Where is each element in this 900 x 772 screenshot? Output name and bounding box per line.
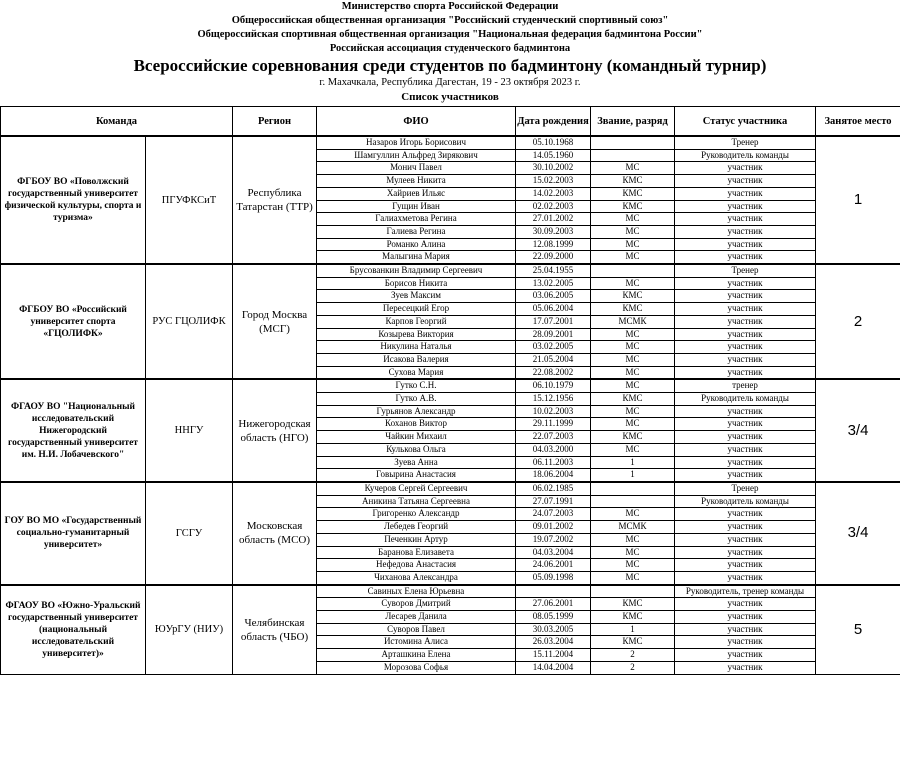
team-name-cell: ФГБОУ ВО «Российский университет спорта «ГЦОЛИФК» <box>1 264 146 379</box>
birth-date-cell: 27.06.2001 <box>516 598 591 611</box>
rank-cell: МС <box>591 341 675 354</box>
status-cell: Руководитель команды <box>675 149 816 162</box>
place-cell: 3/4 <box>816 482 900 585</box>
rank-cell: МС <box>591 546 675 559</box>
status-cell: Руководитель команды <box>675 393 816 406</box>
status-cell: участник <box>675 623 816 636</box>
birth-date-cell: 30.09.2003 <box>516 225 591 238</box>
birth-date-cell: 15.12.1956 <box>516 393 591 406</box>
participant-name-cell: Исакова Валерия <box>317 353 516 366</box>
birth-date-cell: 30.10.2002 <box>516 162 591 175</box>
rank-cell: 1 <box>591 456 675 469</box>
participant-name-cell: Коханов Виктор <box>317 418 516 431</box>
status-cell: участник <box>675 366 816 379</box>
column-header-team: Команда <box>1 107 233 137</box>
place-cell: 5 <box>816 585 900 674</box>
column-header-fio: ФИО <box>317 107 516 137</box>
team-group <box>1 482 900 585</box>
participant-name-cell: Козырева Виктория <box>317 328 516 341</box>
list-title: Список участников <box>401 91 499 103</box>
participant-name-cell: Монич Павел <box>317 162 516 175</box>
status-cell: участник <box>675 175 816 188</box>
status-cell: участник <box>675 162 816 175</box>
participant-name-cell: Пересецкий Егор <box>317 303 516 316</box>
rank-cell: МС <box>591 533 675 546</box>
region-cell: Нижегородская область (НГО) <box>233 379 317 482</box>
team-name-cell: ФГБОУ ВО «Поволжский государственный университет физической культуры, спорта и туризма» <box>1 136 146 264</box>
participant-name-cell: Чиханова Александра <box>317 571 516 584</box>
participant-name-cell: Зуева Анна <box>317 456 516 469</box>
birth-date-cell: 02.02.2003 <box>516 200 591 213</box>
team-name-cell: ФГАОУ ВО "Национальный исследовательский Нижегородский государственный университет им. Н.И. Лобачевского" <box>1 379 146 482</box>
participant-name-cell: Кучеров Сергей Сергеевич <box>317 482 516 495</box>
team-group <box>1 379 900 482</box>
rank-cell: МС <box>591 559 675 572</box>
participant-name-cell: Гутко С.Н. <box>317 379 516 392</box>
participant-name-cell: Гурьянов Александр <box>317 405 516 418</box>
status-cell: участник <box>675 598 816 611</box>
place-cell: 3/4 <box>816 379 900 482</box>
team-abbreviation-cell: ПГУФКСиТ <box>146 136 233 264</box>
birth-date-cell: 05.10.1968 <box>516 136 591 149</box>
birth-date-cell: 05.06.2004 <box>516 303 591 316</box>
status-cell: участник <box>675 469 816 482</box>
birth-date-cell: 22.07.2003 <box>516 431 591 444</box>
birth-date-cell: 03.02.2005 <box>516 341 591 354</box>
birth-date-cell: 22.08.2002 <box>516 366 591 379</box>
participant-name-cell: Морозова Софья <box>317 661 516 674</box>
rank-cell <box>591 149 675 162</box>
team-group <box>1 264 900 379</box>
birth-date-cell: 29.11.1999 <box>516 418 591 431</box>
table-row <box>1 379 900 392</box>
column-header-place: Занятое место <box>816 107 900 137</box>
status-cell: участник <box>675 225 816 238</box>
participant-name-cell: Зуев Максим <box>317 290 516 303</box>
team-group <box>1 585 900 674</box>
table-row <box>1 585 900 598</box>
participant-name-cell: Шамгуллин Альфред Зирякович <box>317 149 516 162</box>
birth-date-cell: 15.02.2003 <box>516 175 591 188</box>
participant-name-cell: Гущин Иван <box>317 200 516 213</box>
participant-name-cell: Борисов Никита <box>317 277 516 290</box>
participant-name-cell: Суворов Дмитрий <box>317 598 516 611</box>
team-abbreviation-cell: ННГУ <box>146 379 233 482</box>
birth-date-cell: 14.05.1960 <box>516 149 591 162</box>
birth-date-cell <box>516 585 591 598</box>
rank-cell: КМС <box>591 598 675 611</box>
birth-date-cell: 06.10.1979 <box>516 379 591 392</box>
status-cell: участник <box>675 200 816 213</box>
column-header-status: Статус участника <box>675 107 816 137</box>
rank-cell: МС <box>591 277 675 290</box>
birth-date-cell: 14.04.2004 <box>516 661 591 674</box>
place-and-date: г. Махачкала, Республика Дагестан, 19 - 23 октября 2023 г. <box>319 77 581 88</box>
participant-name-cell: Карпов Георгий <box>317 315 516 328</box>
status-cell: Тренер <box>675 482 816 495</box>
participant-name-cell: Кулькова Ольга <box>317 443 516 456</box>
team-group <box>1 136 900 264</box>
team-abbreviation-cell: ЮУрГУ (НИУ) <box>146 585 233 674</box>
participant-name-cell: Никулина Наталья <box>317 341 516 354</box>
birth-date-cell: 24.07.2003 <box>516 508 591 521</box>
status-cell: участник <box>675 611 816 624</box>
participant-name-cell: Лебедев Георгий <box>317 521 516 534</box>
participant-name-cell: Савиных Елена Юрьевна <box>317 585 516 598</box>
status-cell: тренер <box>675 379 816 392</box>
participant-name-cell: Суворов Павел <box>317 623 516 636</box>
birth-date-cell: 03.06.2005 <box>516 290 591 303</box>
birth-date-cell: 06.11.2003 <box>516 456 591 469</box>
team-abbreviation-cell: ГСГУ <box>146 482 233 585</box>
participant-name-cell: Григоренко Александр <box>317 508 516 521</box>
participant-name-cell: Брусованкин Владимир Сергеевич <box>317 264 516 277</box>
table-row <box>1 264 900 277</box>
region-cell: Город Москва (МСГ) <box>233 264 317 379</box>
status-cell: участник <box>675 405 816 418</box>
participants-table <box>0 106 900 675</box>
birth-date-cell: 22.09.2000 <box>516 251 591 264</box>
participant-name-cell: Баранова Елизавета <box>317 546 516 559</box>
status-cell: участник <box>675 431 816 444</box>
status-cell: участник <box>675 649 816 662</box>
status-cell: Тренер <box>675 264 816 277</box>
status-cell: участник <box>675 661 816 674</box>
participant-name-cell: Романко Алина <box>317 238 516 251</box>
rank-cell: КМС <box>591 175 675 188</box>
rank-cell: МС <box>591 162 675 175</box>
table-row <box>1 482 900 495</box>
status-cell: участник <box>675 456 816 469</box>
rank-cell: 2 <box>591 649 675 662</box>
birth-date-cell: 12.08.1999 <box>516 238 591 251</box>
status-cell: участник <box>675 238 816 251</box>
status-cell: участник <box>675 546 816 559</box>
status-cell: Тренер <box>675 136 816 149</box>
participant-name-cell: Гутко А.В. <box>317 393 516 406</box>
rank-cell: МС <box>591 418 675 431</box>
document-header <box>0 0 900 106</box>
birth-date-cell: 27.01.2002 <box>516 213 591 226</box>
rank-cell: МС <box>591 379 675 392</box>
document-title: Всероссийские соревнования среди студентов по бадминтону (командный турнир) <box>133 56 767 75</box>
birth-date-cell: 21.05.2004 <box>516 353 591 366</box>
rank-cell: КМС <box>591 290 675 303</box>
birth-date-cell: 25.04.1955 <box>516 264 591 277</box>
status-cell: участник <box>675 213 816 226</box>
birth-date-cell: 10.02.2003 <box>516 405 591 418</box>
rank-cell: МС <box>591 213 675 226</box>
team-name-cell: ФГАОУ ВО «Южно-Уральский государственный университет (национальный исследовательский университет)» <box>1 585 146 674</box>
status-cell: Руководитель, тренер команды <box>675 585 816 598</box>
birth-date-cell: 05.09.1998 <box>516 571 591 584</box>
status-cell: участник <box>675 571 816 584</box>
team-name-cell: ГОУ ВО МО «Государственный социально-гуманитарный университет» <box>1 482 146 585</box>
status-cell: участник <box>675 508 816 521</box>
rank-cell: КМС <box>591 187 675 200</box>
birth-date-cell: 17.07.2001 <box>516 315 591 328</box>
participant-name-cell: Аникина Татьяна Сергеевна <box>317 495 516 508</box>
participant-name-cell: Нефедова Анастасия <box>317 559 516 572</box>
birth-date-cell: 15.11.2004 <box>516 649 591 662</box>
rank-cell: КМС <box>591 393 675 406</box>
rank-cell: 2 <box>591 661 675 674</box>
rank-cell <box>591 136 675 149</box>
birth-date-cell: 26.03.2004 <box>516 636 591 649</box>
birth-date-cell: 28.09.2001 <box>516 328 591 341</box>
status-cell: участник <box>675 521 816 534</box>
place-cell: 2 <box>816 264 900 379</box>
birth-date-cell: 24.06.2001 <box>516 559 591 572</box>
status-cell: участник <box>675 559 816 572</box>
rank-cell: МС <box>591 405 675 418</box>
table-row <box>1 136 900 149</box>
region-cell: Московская область (МСО) <box>233 482 317 585</box>
participant-name-cell: Назаров Игорь Борисович <box>317 136 516 149</box>
birth-date-cell: 27.07.1991 <box>516 495 591 508</box>
region-cell: Республика Татарстан (ТТР) <box>233 136 317 264</box>
participant-name-cell: Чайкин Михаил <box>317 431 516 444</box>
rank-cell <box>591 482 675 495</box>
rank-cell: КМС <box>591 636 675 649</box>
birth-date-cell: 06.02.1985 <box>516 482 591 495</box>
status-cell: участник <box>675 533 816 546</box>
birth-date-cell: 04.03.2004 <box>516 546 591 559</box>
birth-date-cell: 14.02.2003 <box>516 187 591 200</box>
birth-date-cell: 08.05.1999 <box>516 611 591 624</box>
status-cell: участник <box>675 251 816 264</box>
association-line: Российская ассоциация студенческого бадминтона <box>329 43 571 54</box>
rank-cell <box>591 264 675 277</box>
rank-cell: КМС <box>591 303 675 316</box>
birth-date-cell: 18.06.2004 <box>516 469 591 482</box>
participant-name-cell: Мулеев Никита <box>317 175 516 188</box>
region-cell: Челябинская область (ЧБО) <box>233 585 317 674</box>
status-cell: участник <box>675 443 816 456</box>
rank-cell: МС <box>591 571 675 584</box>
participant-name-cell: Лесарев Данила <box>317 611 516 624</box>
status-cell: участник <box>675 418 816 431</box>
rank-cell: МС <box>591 328 675 341</box>
organization-line-1: Общероссийская общественная организация "Российский студенческий спортивный союз" <box>231 15 669 26</box>
status-cell: участник <box>675 187 816 200</box>
organization-line-2: Общероссийская спортивная общественная организация "Национальная федерация бадминтона России" <box>197 29 703 40</box>
rank-cell: 1 <box>591 623 675 636</box>
rank-cell: МС <box>591 225 675 238</box>
status-cell: участник <box>675 277 816 290</box>
birth-date-cell: 30.03.2005 <box>516 623 591 636</box>
rank-cell <box>591 585 675 598</box>
ministry-line: Министерство спорта Российской Федерации <box>341 1 559 12</box>
rank-cell: КМС <box>591 431 675 444</box>
status-cell: участник <box>675 328 816 341</box>
participant-name-cell: Печенкин Артур <box>317 533 516 546</box>
rank-cell: МС <box>591 353 675 366</box>
rank-cell: 1 <box>591 469 675 482</box>
participant-name-cell: Истомина Алиса <box>317 636 516 649</box>
rank-cell: МС <box>591 251 675 264</box>
table-header-row <box>1 107 900 137</box>
participant-name-cell: Говырина Анастасия <box>317 469 516 482</box>
participant-name-cell: Галиахметова Регина <box>317 213 516 226</box>
participant-name-cell: Арташкина Елена <box>317 649 516 662</box>
rank-cell <box>591 495 675 508</box>
status-cell: Руководитель команды <box>675 495 816 508</box>
column-header-rank: Звание, разряд <box>591 107 675 137</box>
rank-cell: МС <box>591 508 675 521</box>
birth-date-cell: 09.01.2002 <box>516 521 591 534</box>
status-cell: участник <box>675 353 816 366</box>
participant-name-cell: Сухова Мария <box>317 366 516 379</box>
column-header-dob: Дата рождения <box>516 107 591 137</box>
status-cell: участник <box>675 290 816 303</box>
participant-name-cell: Малыгина Мария <box>317 251 516 264</box>
rank-cell: МС <box>591 238 675 251</box>
birth-date-cell: 13.02.2005 <box>516 277 591 290</box>
birth-date-cell: 04.03.2000 <box>516 443 591 456</box>
rank-cell: МСМК <box>591 315 675 328</box>
birth-date-cell: 19.07.2002 <box>516 533 591 546</box>
rank-cell: КМС <box>591 611 675 624</box>
column-header-region: Регион <box>233 107 317 137</box>
place-cell: 1 <box>816 136 900 264</box>
status-cell: участник <box>675 303 816 316</box>
rank-cell: МС <box>591 366 675 379</box>
participant-name-cell: Галиева Регина <box>317 225 516 238</box>
status-cell: участник <box>675 341 816 354</box>
participant-name-cell: Хайриев Ильяс <box>317 187 516 200</box>
status-cell: участник <box>675 636 816 649</box>
rank-cell: МС <box>591 443 675 456</box>
status-cell: участник <box>675 315 816 328</box>
rank-cell: МСМК <box>591 521 675 534</box>
rank-cell: КМС <box>591 200 675 213</box>
team-abbreviation-cell: РУС ГЦОЛИФК <box>146 264 233 379</box>
